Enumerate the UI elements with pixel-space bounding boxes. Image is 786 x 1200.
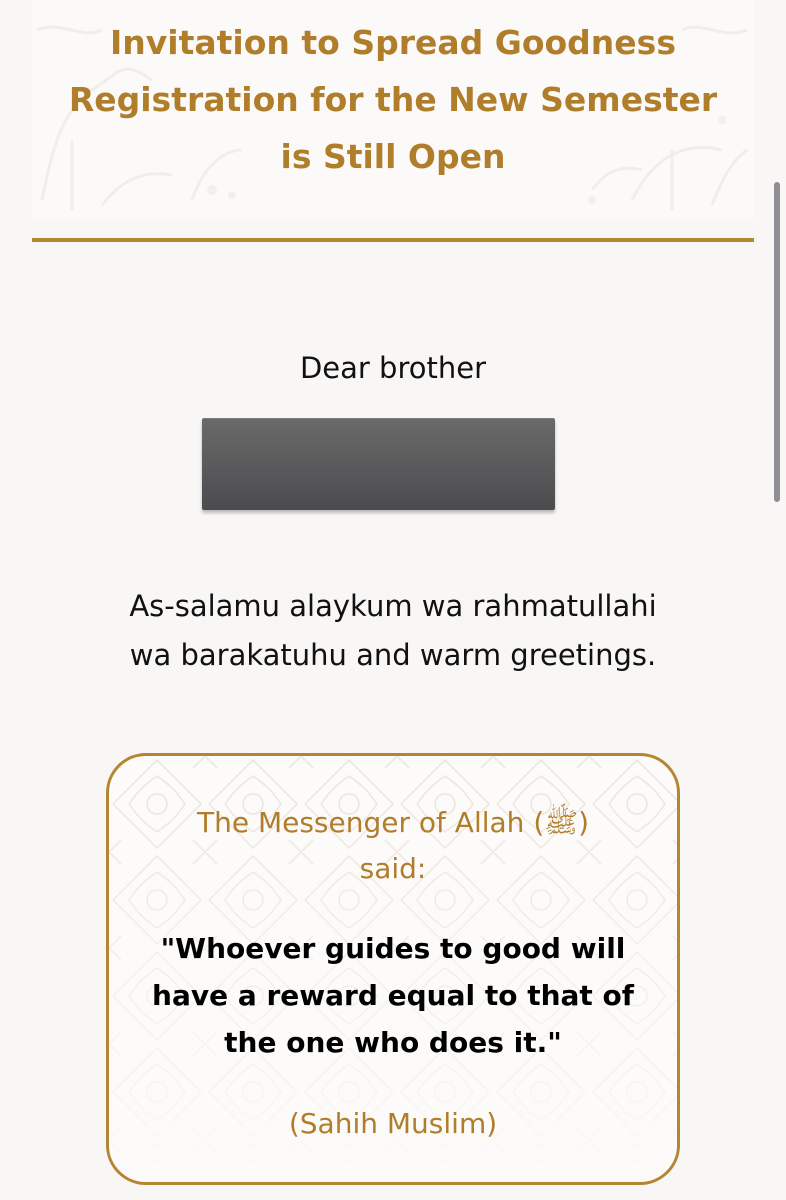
page-title	[0, 14, 786, 185]
greeting-line-2: wa barakatuhu and warm greetings.	[129, 638, 657, 672]
hadith-quote-line-2: have a reward equal to that of	[152, 979, 634, 1012]
hadith-quote-line-3: the one who does it."	[224, 1026, 562, 1059]
vertical-scrollbar[interactable]	[774, 182, 780, 502]
hadith-source: (Sahih Muslim)	[288, 1107, 498, 1140]
greeting-line-1: As-salamu alaykum wa rahmatullahi	[129, 589, 657, 623]
page-title-line-3: is Still Open	[280, 137, 506, 176]
salutation: Dear brother	[299, 351, 487, 385]
greeting-text	[0, 582, 786, 680]
header-divider	[32, 238, 754, 242]
hadith-intro-line-2: said:	[359, 852, 427, 885]
hadith-card	[106, 753, 680, 1185]
hadith-intro-line-1: The Messenger of Allah (ﷺ)	[196, 806, 590, 839]
redacted-name-block	[202, 418, 555, 510]
hadith-quote-line-1: "Whoever guides to good will	[160, 932, 626, 965]
hadith-quote	[109, 925, 677, 1066]
header-banner	[32, 0, 754, 220]
hadith-intro	[109, 800, 677, 892]
page-title-line-1: Invitation to Spread Goodness	[110, 23, 676, 62]
page-title-line-2: Registration for the New Semester	[68, 80, 718, 119]
